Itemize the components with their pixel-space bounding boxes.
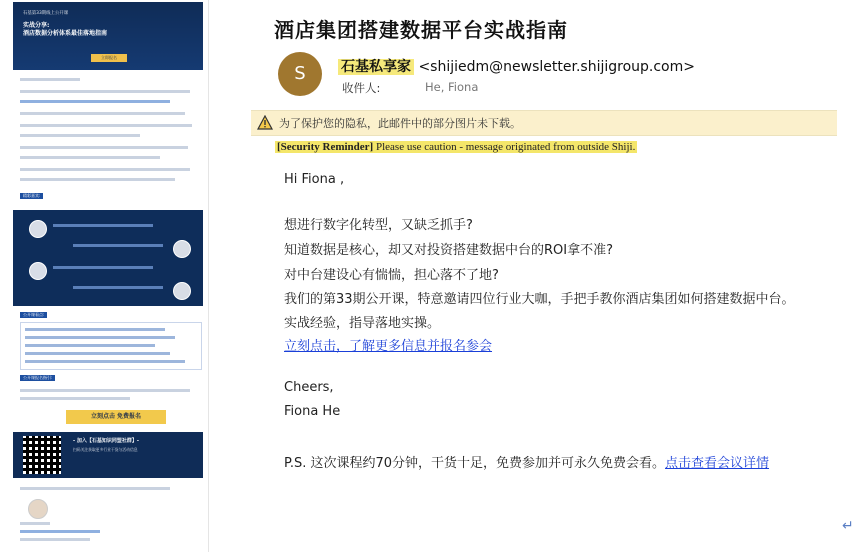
preview-text-line [20, 90, 190, 93]
speaker-avatar [173, 282, 191, 300]
preview-text-line [20, 178, 175, 181]
preview-text-line [25, 328, 165, 331]
sender-name[interactable]: 石基私享家 [338, 59, 414, 75]
privacy-text: 为了保护您的隐私，此邮件中的部分图片未下载。 [279, 117, 521, 130]
to-label: 收件人: [342, 81, 381, 95]
email-preview-pane[interactable] [10, 0, 209, 552]
preview-hero-line2: 实战分享: [23, 22, 50, 29]
preview-text-line [25, 352, 170, 355]
speaker-avatar [173, 240, 191, 258]
preview-register-button[interactable]: 立刻点击 免费报名 [66, 410, 166, 424]
preview-text-line [20, 156, 160, 159]
preview-text-line [20, 112, 185, 115]
meeting-details-link[interactable]: 点击查看会议详情 [665, 456, 770, 471]
speaker-bio [73, 286, 163, 289]
body-line: 我们的第33期公开课，特意邀请四位行业大咖，手把手教你酒店集团如何搭建数据中台。 [284, 292, 795, 307]
preview-text-line [20, 146, 188, 149]
preview-text-line [20, 124, 192, 127]
speaker-bio [53, 224, 153, 227]
preview-qr-subtitle: 扫码关注获取更多行业干货与活动信息 [73, 447, 138, 452]
preview-hero-banner[interactable] [13, 2, 203, 70]
preview-text-line [25, 336, 175, 339]
preview-text-line [20, 487, 170, 490]
preview-text-line [20, 389, 190, 392]
warning-icon [257, 115, 273, 130]
register-link-line [284, 335, 492, 354]
security-reminder [275, 141, 637, 153]
speaker-bio [73, 244, 163, 247]
preview-section-guests: 精彩嘉宾: [20, 193, 43, 199]
body-line: 知道数据是核心，却又对投资搭建数据中台的ROI拿不准? [284, 243, 613, 258]
sender-email[interactable]: <shijiedm@newsletter.shijigroup.com> [418, 59, 695, 75]
preview-speakers-panel [13, 210, 203, 306]
preview-text-line [20, 522, 50, 525]
recipient[interactable]: He, Fiona [425, 80, 479, 94]
security-text: Please use caution - message originated from outside Shiji. [373, 141, 636, 153]
sender-avatar[interactable]: S [278, 52, 322, 96]
preview-section-signup: 公开课报名指引: [20, 375, 55, 381]
body-line: 实战经验，指导落地实操。 [284, 316, 441, 331]
preview-signature-avatar [28, 499, 48, 519]
privacy-banner[interactable] [251, 110, 837, 136]
preview-text-line [20, 397, 130, 400]
body-line: 对中台建设心有惴惴，担心落不了地? [284, 268, 499, 283]
ps-text: P.S. 这次课程约70分钟，干货十足，免费参加并可永久免费会看。 [284, 456, 666, 471]
register-link[interactable]: 立刻点击，了解更多信息并报名参会 [284, 339, 493, 354]
preview-qr-title: - 加入【石基知识同盟社群】- [73, 438, 139, 444]
closing: Cheers, [284, 380, 334, 395]
preview-section-highlights: 公开课看点: [20, 312, 47, 318]
qr-code-icon [23, 436, 61, 474]
greeting: Hi Fiona , [284, 172, 345, 187]
preview-text-line [20, 168, 190, 171]
preview-highlights-box [20, 322, 202, 370]
preview-qr-banner [13, 432, 203, 478]
speaker-avatar [29, 220, 47, 238]
preview-hero-cta[interactable]: 立即报名 [91, 54, 127, 62]
preview-text-line [25, 360, 185, 363]
ps-line [284, 452, 769, 471]
text-cursor-icon: ↵ [842, 518, 854, 534]
preview-text-line [20, 530, 100, 533]
speaker-bio [53, 266, 153, 269]
preview-text-line [20, 538, 90, 541]
body-line: 想进行数字化转型，又缺乏抓手? [284, 218, 473, 233]
email-subject: 酒店集团搭建数据平台实战指南 [274, 18, 568, 42]
preview-text-line [20, 100, 170, 103]
preview-text-line [20, 134, 140, 137]
speaker-avatar [29, 262, 47, 280]
preview-hero-line1: 石基第33期线上公开课 [23, 11, 69, 16]
preview-text-line [25, 344, 155, 347]
security-tag: [Security Reminder] [277, 141, 374, 153]
signature: Fiona He [284, 404, 341, 419]
from-line [338, 56, 695, 76]
preview-text-line [20, 78, 80, 81]
preview-hero-line3: 酒店数据分析体系最佳落地指南 [23, 30, 108, 37]
